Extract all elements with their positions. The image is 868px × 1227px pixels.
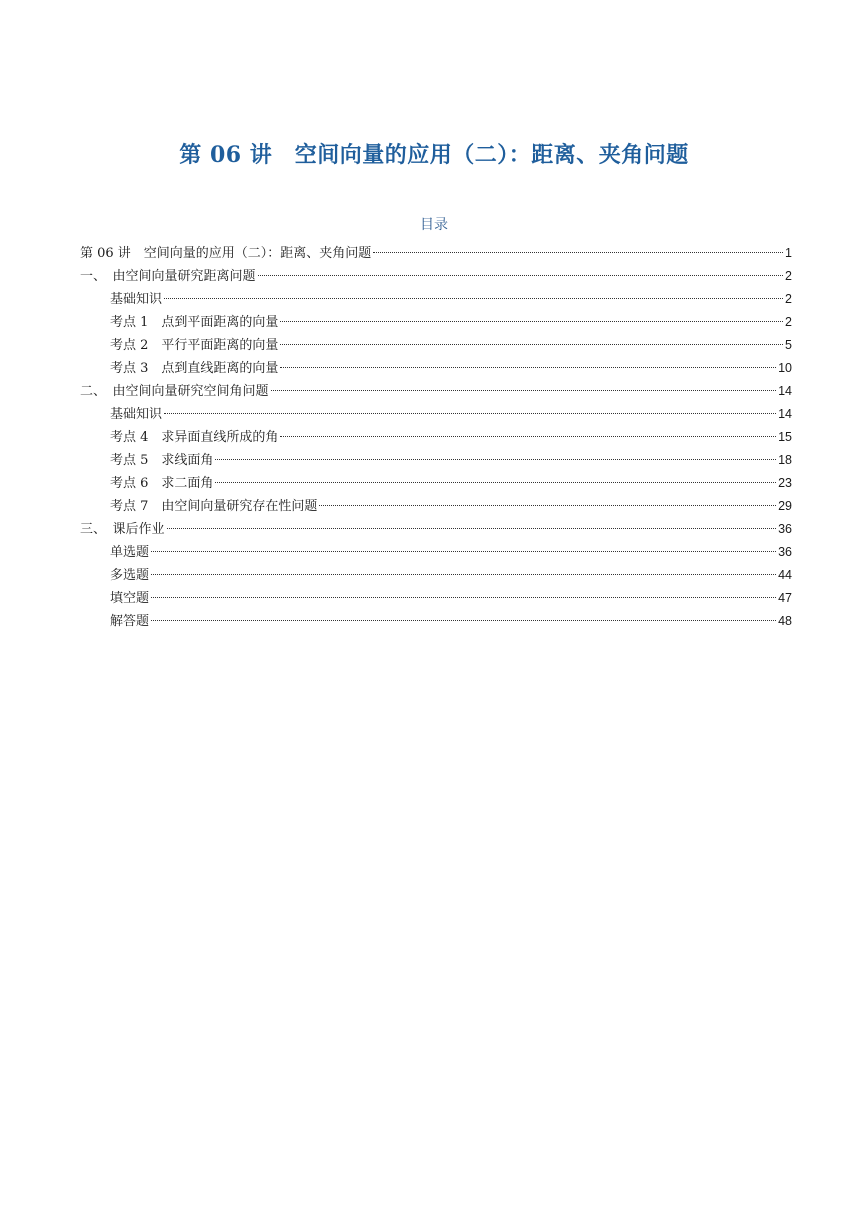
toc-entry-label: 一、 由空间向量研究距离问题 <box>80 269 256 284</box>
toc-entry[interactable] <box>80 449 792 472</box>
toc-entry-label: 基础知识 <box>110 292 163 307</box>
toc-entry[interactable] <box>80 610 792 633</box>
toc-dot-leader <box>164 298 783 299</box>
toc-heading: 目录 <box>420 217 448 233</box>
toc-entry-page: 14 <box>778 384 792 398</box>
toc-entry[interactable] <box>80 288 792 311</box>
toc-entry-label: 填空题 <box>110 591 150 606</box>
toc-entry-page: 29 <box>778 499 792 513</box>
toc-entry-page: 5 <box>785 338 792 352</box>
toc-entry-label: 二、 由空间向量研究空间角问题 <box>80 384 269 399</box>
toc-entry[interactable] <box>80 587 792 610</box>
toc-entry-label: 考点 4 求异面直线所成的角 <box>110 430 279 445</box>
toc-entry-page: 10 <box>778 361 792 375</box>
toc-entry[interactable] <box>80 311 792 334</box>
toc-entry-label: 考点 3 点到直线距离的向量 <box>110 361 279 376</box>
toc-entry-page: 44 <box>778 568 792 582</box>
toc-entry-label: 基础知识 <box>110 407 163 422</box>
toc-entry-page: 2 <box>785 315 792 329</box>
toc-entry[interactable] <box>80 334 792 357</box>
document-title: 第 06 讲 空间向量的应用（二）：距离、夹角问题 <box>179 142 689 168</box>
toc-dot-leader <box>373 252 783 253</box>
toc-entry[interactable] <box>80 426 792 449</box>
toc-entry[interactable] <box>80 242 792 265</box>
toc-entry[interactable] <box>80 265 792 288</box>
toc-entry-label: 考点 1 点到平面距离的向量 <box>110 315 279 330</box>
toc-entry[interactable] <box>80 380 792 403</box>
toc-entry-label: 考点 7 由空间向量研究存在性问题 <box>110 499 318 514</box>
toc-entry-label: 单选题 <box>110 545 150 560</box>
toc-entry-page: 2 <box>785 292 792 306</box>
toc-entry-label: 考点 5 求线面角 <box>110 453 214 468</box>
toc-dot-leader <box>280 367 776 368</box>
toc-dot-leader <box>151 597 776 598</box>
toc-entry-page: 48 <box>778 614 792 628</box>
toc-dot-leader <box>167 528 777 529</box>
toc-entry-page: 36 <box>778 545 792 559</box>
toc-entry-label: 考点 2 平行平面距离的向量 <box>110 338 279 353</box>
toc-dot-leader <box>151 574 776 575</box>
toc-dot-leader <box>280 321 783 322</box>
toc-entry[interactable] <box>80 357 792 380</box>
toc-entry[interactable] <box>80 495 792 518</box>
toc-dot-leader <box>258 275 784 276</box>
toc-entry-label: 解答题 <box>110 614 150 629</box>
toc-dot-leader <box>151 620 776 621</box>
toc-dot-leader <box>280 344 783 345</box>
toc-entry-page: 15 <box>778 430 792 444</box>
toc-dot-leader <box>151 551 776 552</box>
toc-dot-leader <box>319 505 776 506</box>
toc-entry[interactable] <box>80 403 792 426</box>
toc-entry-page: 36 <box>778 522 792 536</box>
toc-entry-label: 三、 课后作业 <box>80 522 165 537</box>
toc-dot-leader <box>215 459 776 460</box>
toc-entry[interactable] <box>80 518 792 541</box>
toc-entry[interactable] <box>80 541 792 564</box>
toc-entry-label: 多选题 <box>110 568 150 583</box>
toc-entry-label: 考点 6 求二面角 <box>110 476 214 491</box>
toc-entry[interactable] <box>80 564 792 587</box>
toc-entry-page: 47 <box>778 591 792 605</box>
toc-dot-leader <box>164 413 776 414</box>
toc-dot-leader <box>215 482 776 483</box>
toc-entry-page: 18 <box>778 453 792 467</box>
toc-entry-page: 2 <box>785 269 792 283</box>
toc-entry[interactable] <box>80 472 792 495</box>
table-of-contents <box>80 242 792 633</box>
toc-entry-label: 第 06 讲 空间向量的应用（二）：距离、夹角问题 <box>80 246 372 261</box>
toc-entry-page: 1 <box>785 246 792 260</box>
toc-entry-page: 14 <box>778 407 792 421</box>
toc-dot-leader <box>280 436 776 437</box>
toc-entry-page: 23 <box>778 476 792 490</box>
toc-dot-leader <box>271 390 777 391</box>
